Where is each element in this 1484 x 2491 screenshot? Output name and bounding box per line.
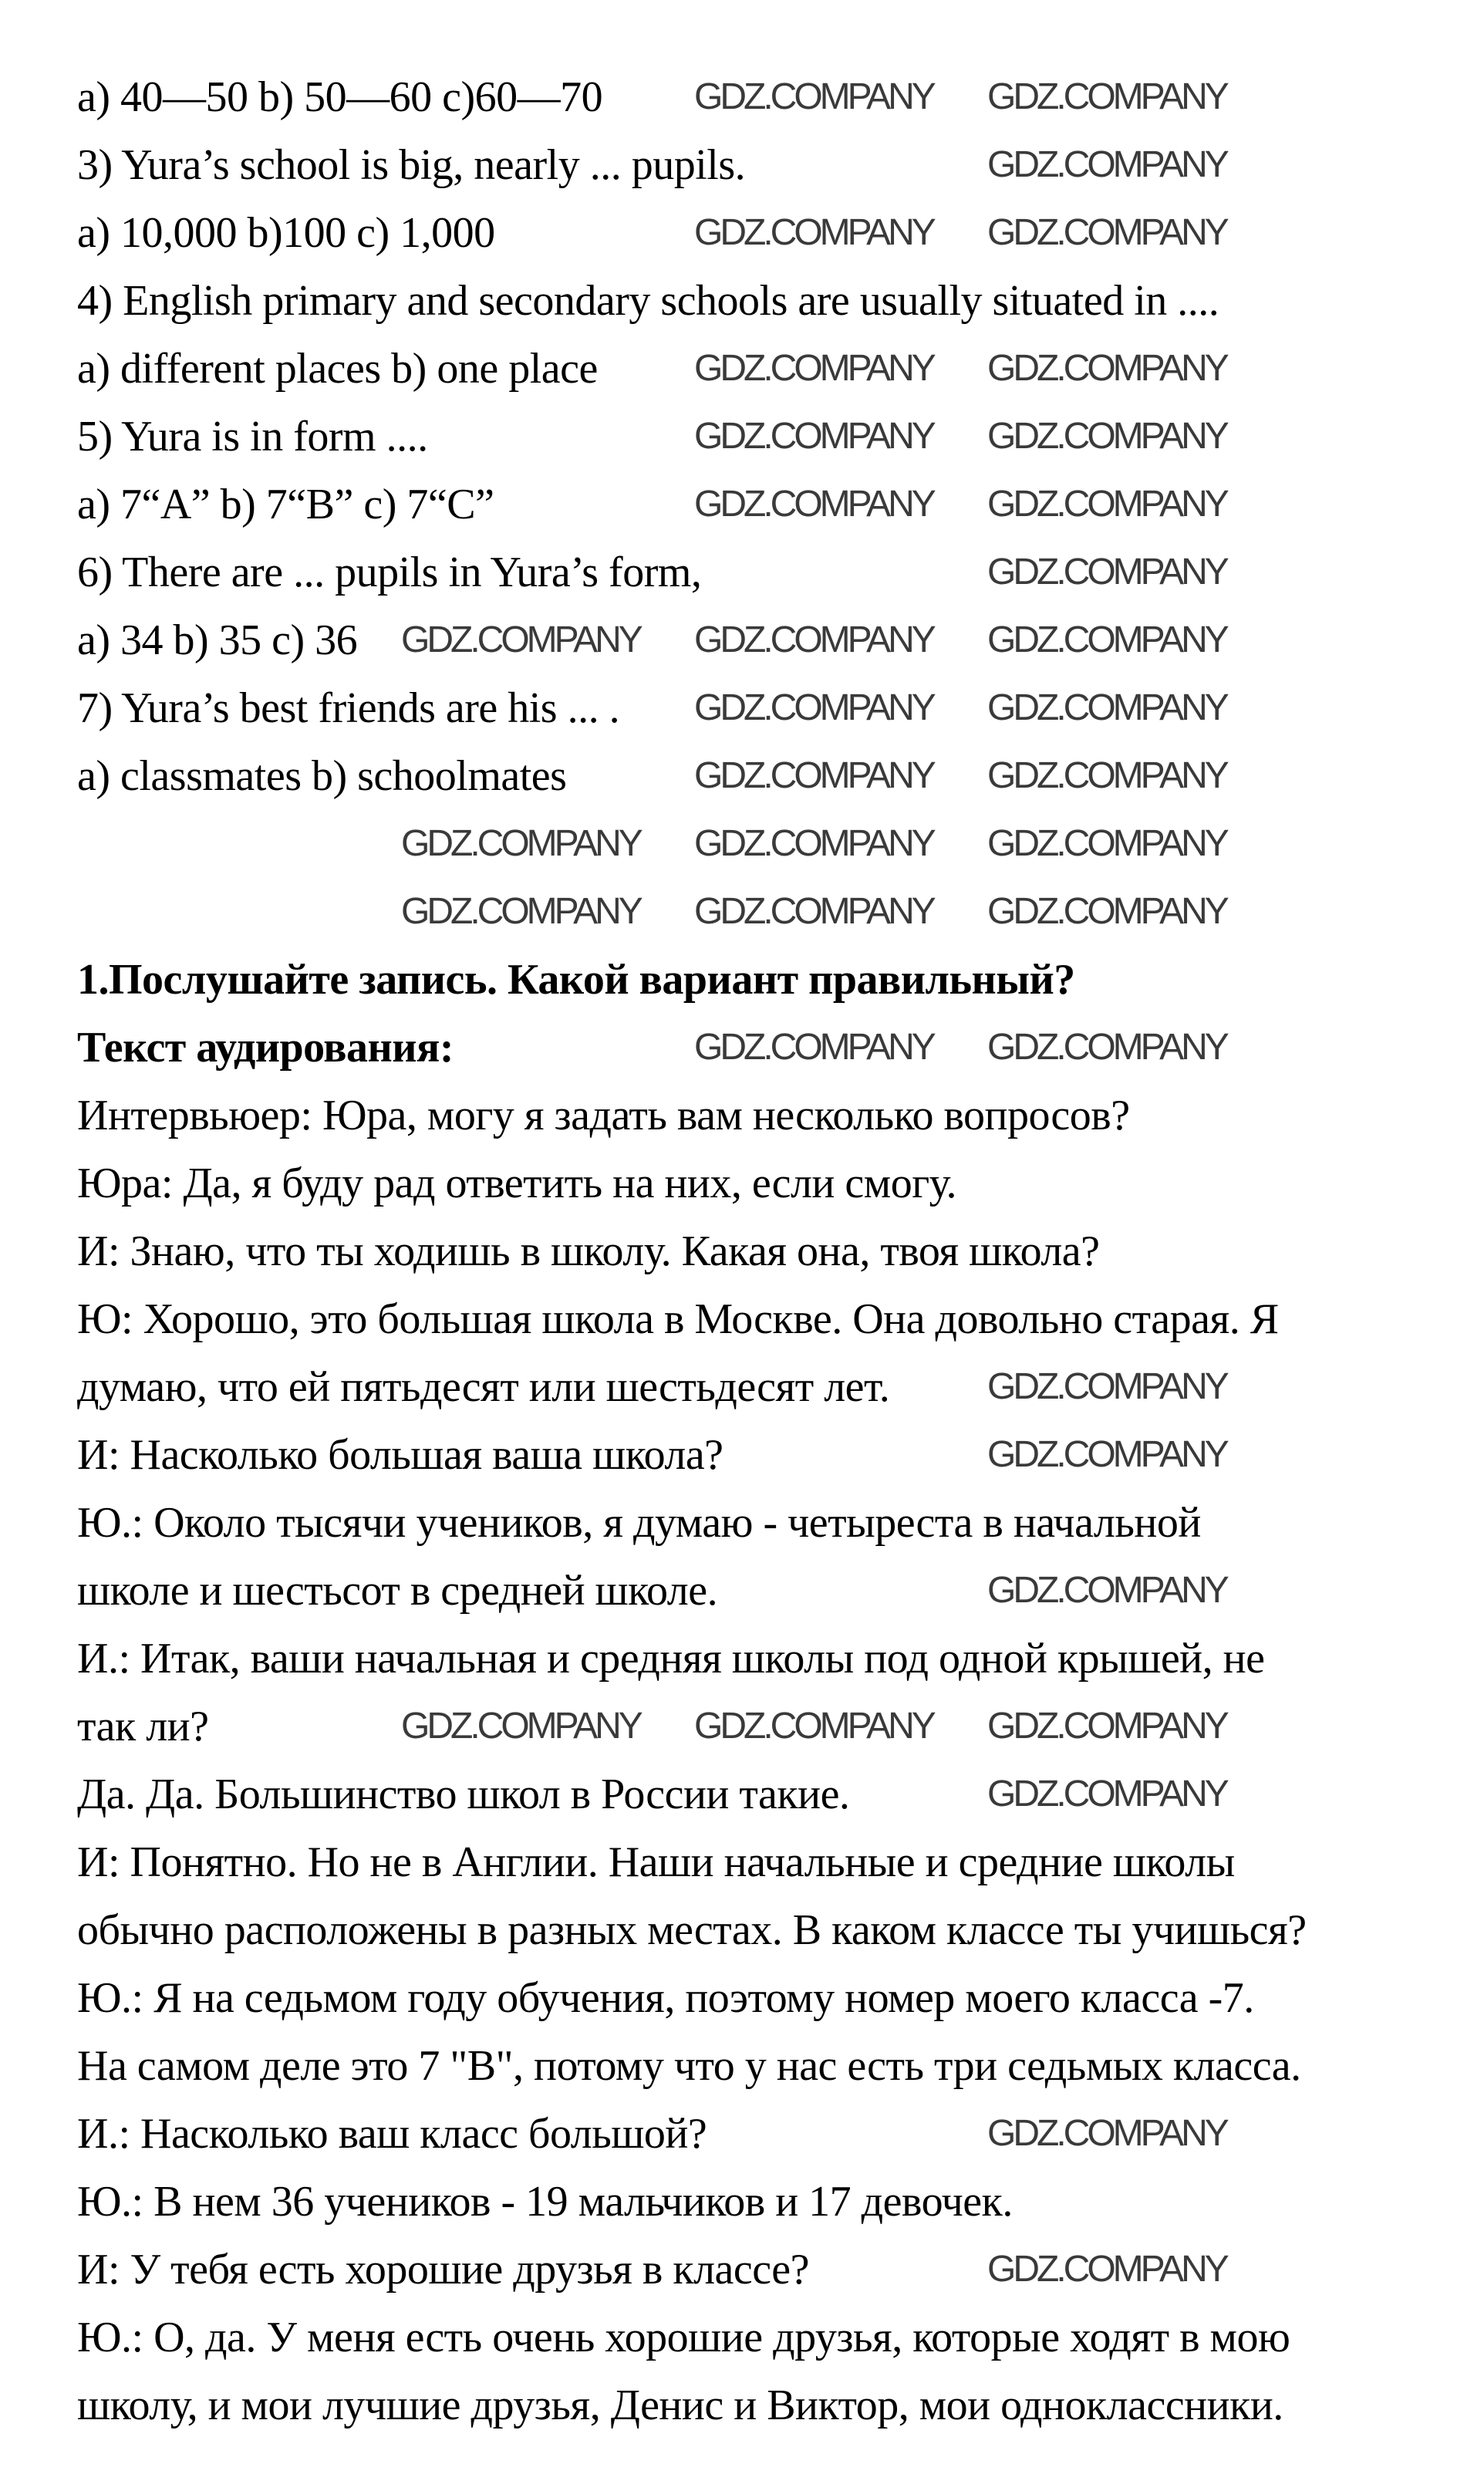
transcript-line: школу, и мои лучшие друзья, Денис и Виктор, мои одноклассники.: [77, 2381, 1283, 2429]
transcript-line: И: Понятно. Но не в Англии. Наши начальные и средние школы: [77, 1838, 1235, 1886]
watermark: GDZ.COMPANY: [987, 1434, 1226, 1475]
transcript-line: И: У тебя есть хорошие друзья в классе?: [77, 2246, 809, 2294]
transcript-heading: Текст аудирования:: [77, 1024, 454, 1072]
transcript-line: Ю.: Около тысячи учеников, я думаю - четыреста в начальной: [77, 1499, 1201, 1547]
watermark: GDZ.COMPANY: [694, 212, 933, 253]
watermark: GDZ.COMPANY: [987, 687, 1226, 728]
transcript-line: Ю.: В нем 36 учеников - 19 мальчиков и 17 девочек.: [77, 2178, 1013, 2226]
watermark: GDZ.COMPANY: [987, 212, 1226, 253]
transcript-line: И.: Итак, ваши начальная и средняя школы под одной крышей, не: [77, 1635, 1265, 1683]
transcript-line: Ю.: О, да. У меня есть очень хорошие друзья, которые ходят в мою: [77, 2314, 1290, 2361]
watermark: GDZ.COMPANY: [987, 1570, 1226, 1611]
watermark: GDZ.COMPANY: [987, 1774, 1226, 1814]
watermark: GDZ.COMPANY: [694, 619, 933, 660]
answer-options-4: a) different places b) one place: [77, 345, 598, 393]
question-4: 4) English primary and secondary schools are usually situated in ....: [77, 277, 1219, 325]
question-5: 5) Yura is in form ....: [77, 413, 428, 461]
watermark: GDZ.COMPANY: [987, 348, 1226, 389]
watermark: GDZ.COMPANY: [987, 76, 1226, 117]
transcript-line: Да. Да. Большинство школ в России такие.: [77, 1770, 850, 1818]
watermark: GDZ.COMPANY: [694, 1027, 933, 1068]
watermark: GDZ.COMPANY: [987, 823, 1226, 864]
watermark: GDZ.COMPANY: [987, 144, 1226, 185]
watermark: GDZ.COMPANY: [694, 348, 933, 389]
watermark: GDZ.COMPANY: [987, 552, 1226, 592]
watermark: GDZ.COMPANY: [987, 2113, 1226, 2154]
watermark: GDZ.COMPANY: [694, 484, 933, 525]
transcript-line: Ю.: Я на седьмом году обучения, поэтому номер моего класса -7.: [77, 1974, 1254, 2022]
task-heading: 1.Послушайте запись. Какой вариант правильный?: [77, 956, 1075, 1004]
transcript-line: Юра: Да, я буду рад ответить на них, если смогу.: [77, 1159, 957, 1207]
watermark: GDZ.COMPANY: [987, 1366, 1226, 1407]
answer-options-7: a) classmates b) schoolmates: [77, 752, 567, 800]
question-7: 7) Yura’s best friends are his ... .: [77, 684, 620, 732]
transcript-line: И: Насколько большая ваша школа?: [77, 1431, 723, 1479]
transcript-line: обычно расположены в разных местах. В каком классе ты учишься?: [77, 1906, 1307, 1954]
watermark: GDZ.COMPANY: [694, 76, 933, 117]
watermark: GDZ.COMPANY: [987, 2249, 1226, 2290]
answer-options-5: a) 7“A” b) 7“B” c) 7“C”: [77, 481, 494, 528]
transcript-line: Интервьюер: Юра, могу я задать вам несколько вопросов?: [77, 1092, 1130, 1139]
spacer: [77, 878, 1465, 946]
watermark: GDZ.COMPANY: [987, 416, 1226, 457]
watermark: GDZ.COMPANY: [987, 484, 1226, 525]
watermark: GDZ.COMPANY: [694, 1706, 933, 1747]
watermark: GDZ.COMPANY: [401, 823, 640, 864]
transcript-line: И.: Насколько ваш класс большой?: [77, 2110, 707, 2158]
question-3: 3) Yura’s school is big, nearly ... pupils.: [77, 141, 746, 189]
watermark: GDZ.COMPANY: [401, 1706, 640, 1747]
transcript-line: На самом деле это 7 "B", потому что у нас есть три седьмых класса.: [77, 2042, 1301, 2090]
transcript-line: так ли?: [77, 1703, 209, 1750]
document-text: [77, 63, 1465, 2439]
answer-options-2: a) 40—50 b) 50—60 c)60—70: [77, 73, 603, 121]
watermark: GDZ.COMPANY: [987, 755, 1226, 796]
watermark: GDZ.COMPANY: [401, 891, 640, 932]
watermark: GDZ.COMPANY: [987, 1027, 1226, 1068]
watermark: GDZ.COMPANY: [987, 891, 1226, 932]
answer-options-6: a) 34 b) 35 c) 36: [77, 616, 358, 664]
watermark: GDZ.COMPANY: [694, 755, 933, 796]
transcript-line: школе и шестьсот в средней школе.: [77, 1567, 718, 1615]
spacer: [77, 810, 1465, 878]
transcript-line: И: Знаю, что ты ходишь в школу. Какая она, твоя школа?: [77, 1227, 1100, 1275]
watermark: GDZ.COMPANY: [401, 619, 640, 660]
answer-options-3: a) 10,000 b)100 c) 1,000: [77, 209, 495, 257]
transcript-line: Ю: Хорошо, это большая школа в Москве. Она довольно старая. Я: [77, 1295, 1279, 1343]
watermark: GDZ.COMPANY: [694, 823, 933, 864]
watermark: GDZ.COMPANY: [987, 619, 1226, 660]
watermark: GDZ.COMPANY: [694, 687, 933, 728]
transcript-line: думаю, что ей пятьдесят или шестьдесят лет.: [77, 1363, 890, 1411]
watermark: GDZ.COMPANY: [987, 1706, 1226, 1747]
question-6: 6) There are ... pupils in Yura’s form,: [77, 548, 702, 596]
watermark: GDZ.COMPANY: [694, 891, 933, 932]
watermark: GDZ.COMPANY: [694, 416, 933, 457]
